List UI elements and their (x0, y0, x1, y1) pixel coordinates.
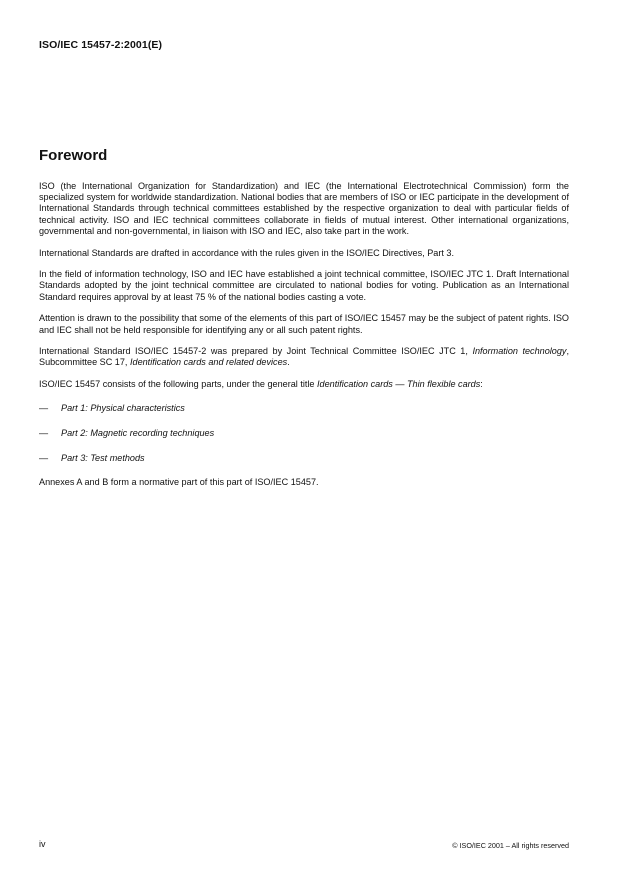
paragraph-parts-intro (39, 379, 569, 390)
list-dash: — (39, 452, 49, 463)
list-item (39, 403, 569, 414)
list-dash: — (39, 428, 49, 439)
copyright-notice: © ISO/IEC 2001 – All rights reserved (452, 841, 569, 850)
prepared-by-committee-title: Information technology (472, 346, 567, 357)
list-dash: — (39, 403, 49, 414)
foreword-heading: Foreword (39, 147, 108, 164)
paragraph-organizations: ISO (the International Organization for Standardization) and IEC (the International Electrotechnical Commission) form the specialized system for worldwide standardization. National bodies that are members of ISO or IEC participate in the development of International Standards through technical committees established by the respective organization to deal with particular fields of technical activity. ISO and IEC technical committees collaborate in fields of mutual interest. Other international organizations, governmental and non-governmental, in liaison with ISO and IEC, also take part in the work. (39, 181, 569, 236)
list-item (39, 453, 569, 464)
part-2-title: Part 2: Magnetic recording techniques (61, 428, 215, 439)
document-id-header: ISO/IEC 15457-2:2001(E) (39, 39, 163, 51)
parts-general-title: Identification cards — Thin flexible cards (317, 379, 481, 390)
parts-intro-end: : (480, 379, 483, 390)
page-number: iv (39, 839, 46, 849)
paragraph-annexes: Annexes A and B form a normative part of this part of ISO/IEC 15457. (39, 477, 319, 488)
prepared-by-text: International Standard ISO/IEC 15457-2 was prepared by Joint Technical Committee ISO/IEC JTC 1, (39, 346, 473, 357)
parts-intro-text: ISO/IEC 15457 consists of the following parts, under the general title (39, 379, 318, 390)
prepared-by-subcommittee: , Subcommittee SC 17, (39, 346, 569, 368)
list-item (39, 428, 569, 439)
part-3-title: Part 3: Test methods (61, 452, 145, 463)
paragraph-patent-rights: Attention is drawn to the possibility that some of the elements of this part of ISO/IEC 15457 may be the subject of patent rights. ISO and IEC shall not be held responsible for identifying any or all such patent rights. (39, 313, 569, 335)
part-1-title: Part 1: Physical characteristics (61, 403, 185, 414)
foreword-body (39, 181, 569, 499)
paragraph-jtc1: In the field of information technology, ISO and IEC have established a joint technical committee, ISO/IEC JTC 1. Draft International Standards adopted by the joint technical committee are circulated to national bodies for voting. Publication as an International Standard requires approval by at least 75 % of the national bodies casting a vote. (39, 269, 569, 302)
paragraph-prepared-by (39, 346, 569, 368)
prepared-by-subcommittee-title: Identification cards and related devices (129, 357, 288, 368)
prepared-by-end: . (287, 357, 290, 368)
paragraph-directives: International Standards are drafted in accordance with the rules given in the ISO/IEC Directives, Part 3. (39, 247, 454, 258)
